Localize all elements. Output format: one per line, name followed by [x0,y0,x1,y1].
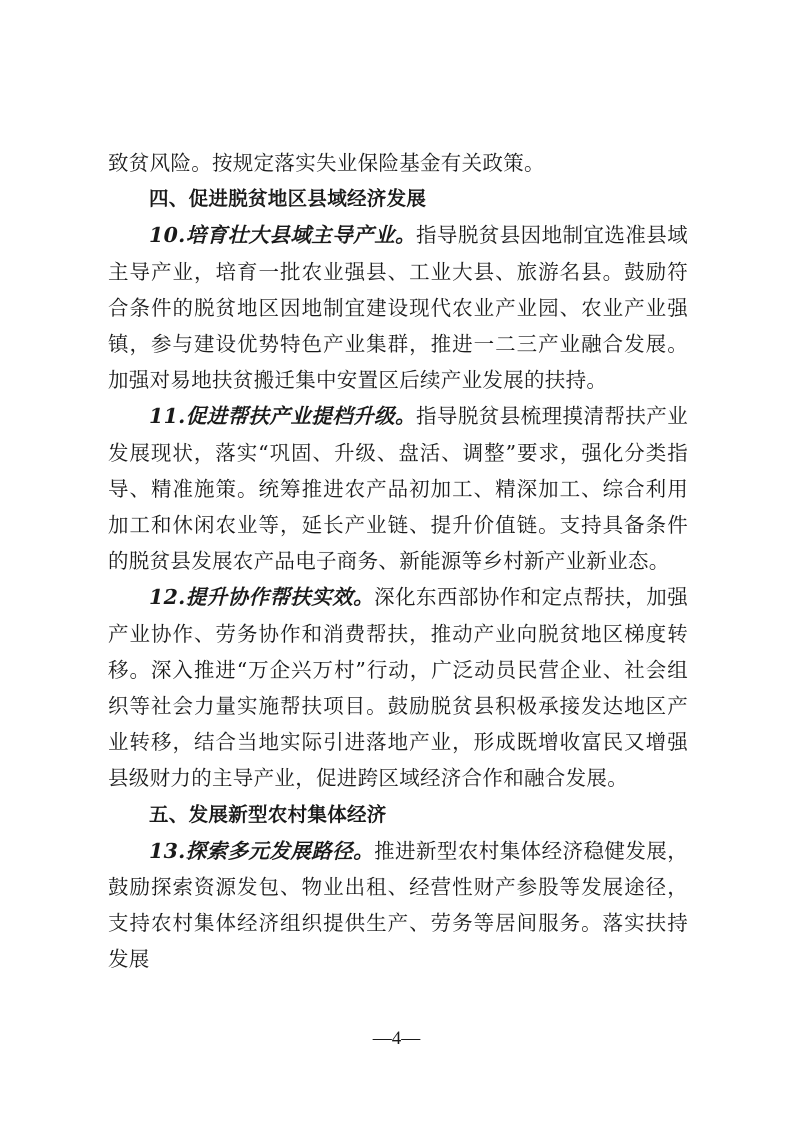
paragraph-text: 指导脱贫县因地制宜选准县域主导产业，培育一批农业强县、工业大县、旅游名县。鼓励符合条件的脱贫地区因地制宜建设现代农业产业园、农业产业强镇，参与建设优势特色产业集群，推进一二三产业融合发展。加强对易地扶贫搬迁集中安置区后续产业发展的扶持。 [108,223,688,393]
paragraph-text: 推进新型农村集体经济稳健发展，鼓励探索资源发包、物业出租、经营性财产参股等发展途径，支持农村集体经济组织提供生产、劳务等居间服务。落实扶持发展 [108,838,689,972]
heading-text: 五、发展新型农村集体经济 [149,802,387,826]
continuation-paragraph [108,145,688,181]
item-lead: 10.培育壮大县域主导产业。 [149,223,416,248]
item-lead: 11.促进帮扶产业提档升级。 [149,404,416,429]
paragraph-text: 指导脱贫县梳理摸清帮扶产业发展现状，落实“巩固、升级、盘活、调整”要求，强化分类指导、精准施策。统筹推进农产品初加工、精深加工、综合利用加工和休闲农业等，延长产业链、提升价值链。支持具备条件的脱贫县发展农产品电子商务、新能源等乡村新产业新业态。 [108,404,688,574]
item-lead: 13.探索多元发展路径。 [149,838,375,863]
paragraph-text: 致贫风险。按规定落实失业保险基金有关政策。 [108,151,545,175]
item-paragraph-11 [108,398,688,579]
item-paragraph-12 [108,579,688,796]
document-body [108,145,688,978]
item-paragraph-13 [108,833,688,978]
paragraph-text: 深化东西部协作和定点帮扶，加强产业协作、劳务协作和消费帮扶，推动产业向脱贫地区梯度转移。深入推进“万企兴万村”行动，广泛动员民营企业、社会组织等社会力量实施帮扶项目。鼓励脱贫县积极承接发达地区产业转移，结合当地实际引进落地产业，形成既增收富民又增强县级财力的主导产业，促进跨区域经济合作和融合发展。 [108,585,689,791]
page-number: —4— [372,1028,421,1049]
section-heading-four [108,181,688,217]
item-lead: 12.提升协作帮扶实效。 [149,585,375,610]
heading-text: 四、促进脱贫地区县域经济发展 [149,187,427,211]
section-heading-five [108,797,688,833]
item-paragraph-10 [108,217,688,398]
